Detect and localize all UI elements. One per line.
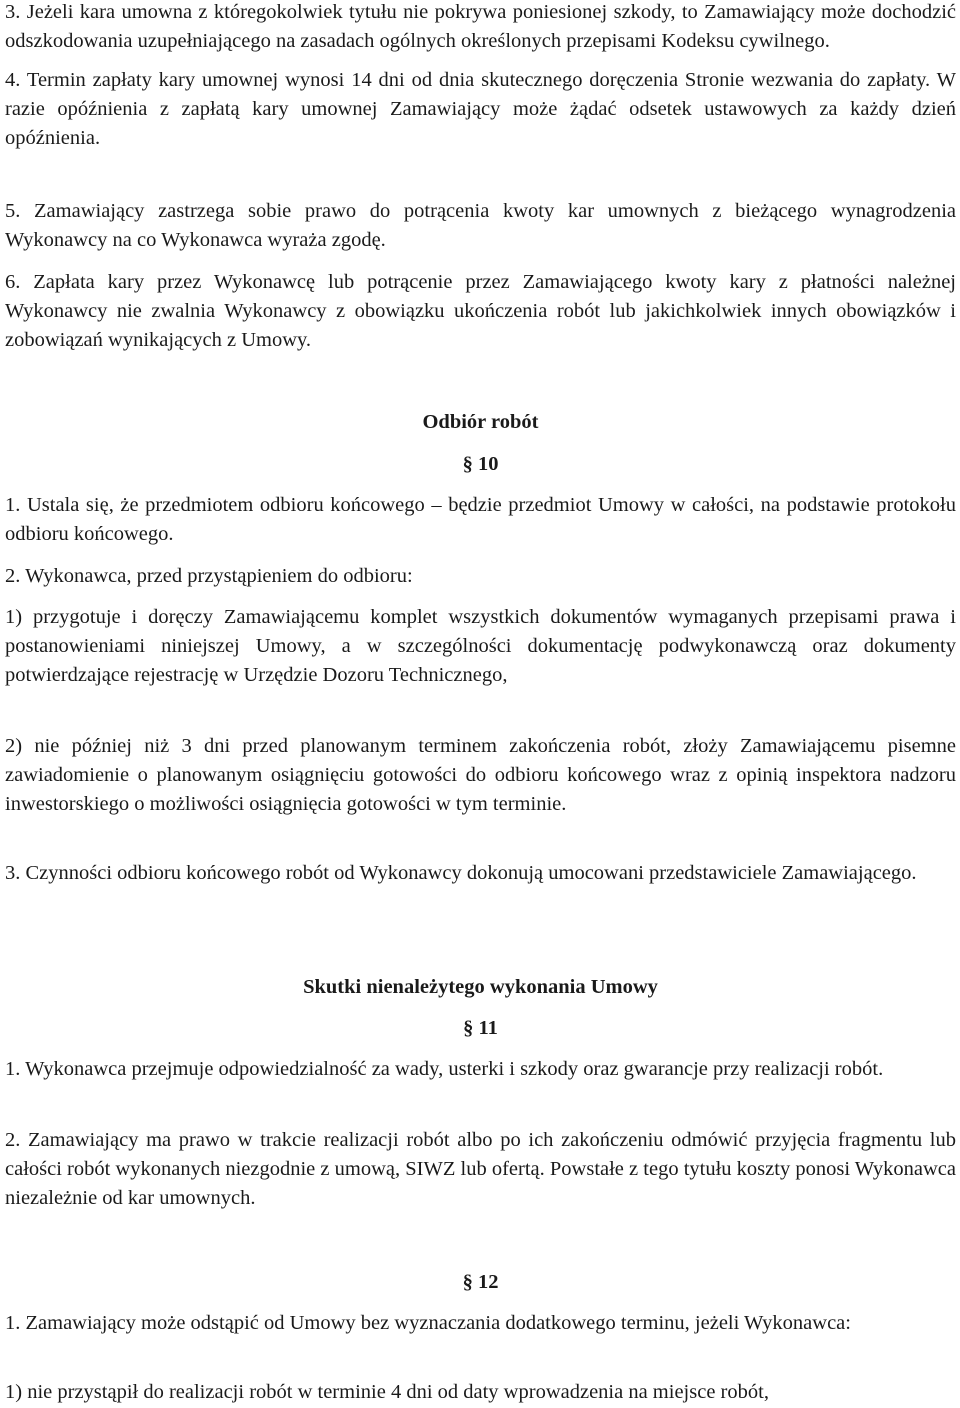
paragraph-5: 5. Zamawiający zastrzega sobie prawo do potrącenia kwoty kar umownych z bieżącego wynagrodzenia Wykonawcy na co Wykonawca wyraża zgodę. — [5, 200, 956, 251]
section-12-mark: § 12 — [462, 1271, 499, 1293]
section-12-paragraph-1: 1. Zamawiający może odstąpić od Umowy bez wyznaczania dodatkowego terminu, jeżeli Wykonawca: — [5, 1312, 851, 1334]
section-12-item-1: 1) nie przystąpił do realizacji robót w terminie 4 dni od daty wprowadzenia na miejsce robót, — [5, 1381, 769, 1403]
section-10-title: Odbiór robót — [422, 411, 539, 433]
section-11-title: Skutki nienależytego wykonania Umowy — [303, 976, 658, 998]
section-10-paragraph-2: 2. Wykonawca, przed przystąpieniem do odbioru: — [5, 565, 413, 587]
paragraph-4: 4. Termin zapłaty kary umownej wynosi 14 dni od dnia skutecznego doręczenia Stronie wezwania do zapłaty. W razie opóźnienia z zapłatą kary umownej Zamawiający może żądać odsetek ustawowych za każdy dzień opóźnienia. — [5, 69, 956, 149]
section-10-item-1: 1) przygotuje i doręczy Zamawiającemu komplet wszystkich dokumentów wymaganych przepisami prawa i postanowieniami niniejszej Umowy, a w szczególności dokumentację podwykonawczą oraz dokumenty potwierdzające rejestrację w Urzędzie Dozoru Technicznego, — [5, 606, 956, 686]
section-11-paragraph-2: 2. Zamawiający ma prawo w trakcie realizacji robót albo po ich zakończeniu odmówić przyjęcia fragmentu lub całości robót wykonanych niezgodnie z umową, SIWZ lub ofertą. Powstałe z tego tytułu koszty ponosi Wykonawca niezależnie od kar umownych. — [5, 1129, 956, 1209]
paragraph-3: 3. Jeżeli kara umowna z któregokolwiek tytułu nie pokrywa poniesionej szkody, to Zamawiający może dochodzić odszkodowania uzupełniającego na zasadach ogólnych określonych przepisami Kodeksu cywilnego. — [5, 1, 956, 52]
section-11-mark: § 11 — [463, 1017, 498, 1039]
paragraph-6: 6. Zapłata kary przez Wykonawcę lub potrącenie przez Zamawiającego kwoty kary z płatności należnej Wykonawcy nie zwalnia Wykonawcy z obowiązku ukończenia robót lub jakichkolwiek innych obowiązków i zobowiązań wynikających z Umowy. — [5, 271, 956, 351]
section-11-paragraph-1: 1. Wykonawca przejmuje odpowiedzialność za wady, usterki i szkody oraz gwarancje przy realizacji robót. — [5, 1058, 884, 1080]
section-10-item-2: 2) nie później niż 3 dni przed planowanym terminem zakończenia robót, złoży Zamawiającemu pisemne zawiadomienie o planowanym osiągnięciu gotowości do odbioru końcowego wraz z opinią inspektora nadzoru inwestorskiego o możliwości osiągnięcia gotowości w tym terminie. — [5, 735, 956, 815]
section-10-mark: § 10 — [462, 453, 499, 475]
section-10-paragraph-3: 3. Czynności odbioru końcowego robót od Wykonawcy dokonują umocowani przedstawiciele Zamawiającego. — [5, 862, 917, 884]
section-10-paragraph-1: 1. Ustala się, że przedmiotem odbioru końcowego – będzie przedmiot Umowy w całości, na podstawie protokołu odbioru końcowego. — [5, 494, 956, 545]
